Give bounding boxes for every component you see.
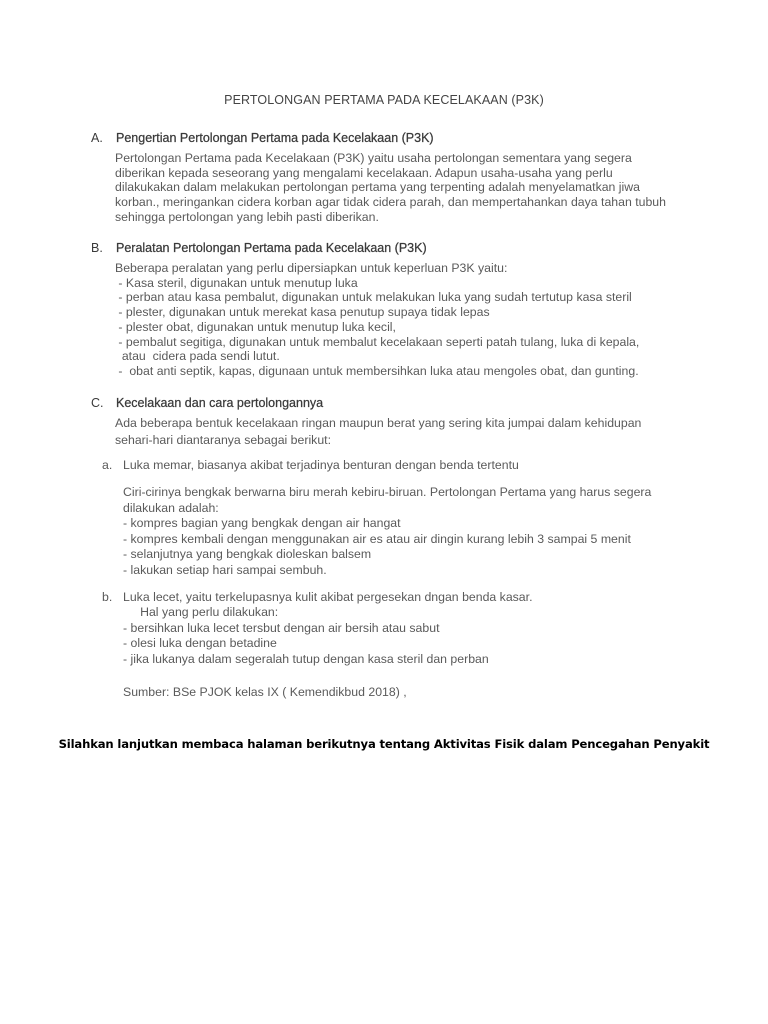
section-c-title: Kecelakaan dan cara pertolongannya [116, 396, 324, 410]
detail-line: - bersihkan luka lecet tersbut dengan air bersih atau sabut [123, 620, 440, 635]
section-a-letter: A. [91, 131, 103, 145]
list-line: - plester, digunakan untuk merekat kasa penutup supaya tidak lepas [115, 305, 490, 320]
detail-line: - olesi luka dengan betadine [123, 636, 277, 651]
detail-line: - lakukan setiap hari sampai sembuh. [123, 562, 327, 577]
section-b-letter: B. [91, 241, 103, 255]
subitem-b-details [123, 605, 693, 667]
list-line: - perban atau kasa pembalut, digunakan untuk melakukan luka yang sudah tertutup kasa steril [115, 290, 632, 305]
detail-line: dilakukan adalah: [123, 500, 219, 515]
next-page-note: Silahkan lanjutkan membaca halaman berikutnya tentang Aktivitas Fisik dalam Pencegahan Penyakit [58, 737, 710, 751]
paragraph-line: diberikan kepada seseorang yang mengalami kecelakaan. Adapun usaha-usaha yang perlu [115, 165, 613, 180]
subitem-a-letter: a. [102, 458, 113, 472]
paragraph-line: korban., meringankan cidera korban agar tidak cidera parah, dan mempertahankan daya tahan tubuh [115, 195, 666, 210]
list-line: atau cidera pada sendi lutut. [115, 349, 280, 364]
detail-line: Ciri-cirinya bengkak berwarna biru merah kebiru-biruan. Pertolongan Pertama yang harus segera [123, 485, 652, 499]
section-c-letter: C. [91, 396, 104, 410]
paragraph-line: dilakukakan dalam melakukan pertolongan pertama yang terpenting adalah menyelamatkan jiwa [115, 180, 640, 195]
detail-line: Hal yang perlu dilakukan: [123, 605, 279, 619]
subitem-a-text: Luka memar, biasanya akibat terjadinya benturan dengan benda tertentu [123, 458, 519, 472]
section-b-list [115, 261, 685, 379]
section-c-paragraph [115, 415, 685, 449]
page-title: PERTOLONGAN PERTAMA PADA KECELAKAAN (P3K) [224, 93, 544, 107]
section-a-title: Pengertian Pertolongan Pertama pada Kecelakaan (P3K) [116, 131, 434, 145]
detail-line: - selanjutnya yang bengkak dioleskan balsem [123, 547, 372, 562]
list-line: - pembalut segitiga, digunakan untuk membalut kecelakaan seperti patah tulang, luka di kepala, [115, 334, 640, 349]
list-line: - obat anti septik, kapas, digunaan untuk membersihkan luka atau mengoles obat, dan gunting. [115, 363, 639, 378]
source-text: Sumber: BSe PJOK kelas IX ( Kemendikbud 2018) , [123, 685, 407, 699]
detail-line: - kompres bagian yang bengkak dengan air hangat [123, 516, 401, 531]
detail-line: - jika lukanya dalam segeralah tutup dengan kasa steril dan perban [123, 651, 489, 666]
detail-line: - kompres kembali dengan menggunakan air es atau air dingin kurang lebih 3 sampai 5 menit [123, 531, 631, 546]
subitem-b-letter: b. [102, 590, 113, 604]
section-b-title: Peralatan Pertolongan Pertama pada Kecelakaan (P3K) [116, 241, 427, 255]
subitem-b-text: Luka lecet, yaitu terkelupasnya kulit akibat pergesekan dngan benda kasar. [123, 590, 533, 604]
section-a-paragraph [115, 151, 685, 225]
paragraph-line: sehari-hari diantaranya sebagai berikut: [115, 433, 332, 447]
list-line: - plester obat, digunakan untuk menutup luka kecil, [115, 319, 396, 334]
source-citation [123, 685, 693, 700]
subitem-a-details [123, 485, 693, 579]
paragraph-line: sehingga pertolongan yang lebih pasti diberikan. [115, 209, 379, 224]
list-line: Beberapa peralatan yang perlu dipersiapkan untuk keperluan P3K yaitu: [115, 261, 508, 275]
list-line: - Kasa steril, digunakan untuk menutup luka [115, 275, 358, 290]
paragraph-line: Pertolongan Pertama pada Kecelakaan (P3K) yaitu usaha pertolongan sementara yang segera [115, 151, 632, 165]
paragraph-line: Ada beberapa bentuk kecelakaan ringan maupun berat yang sering kita jumpai dalam kehidupan [115, 416, 642, 430]
